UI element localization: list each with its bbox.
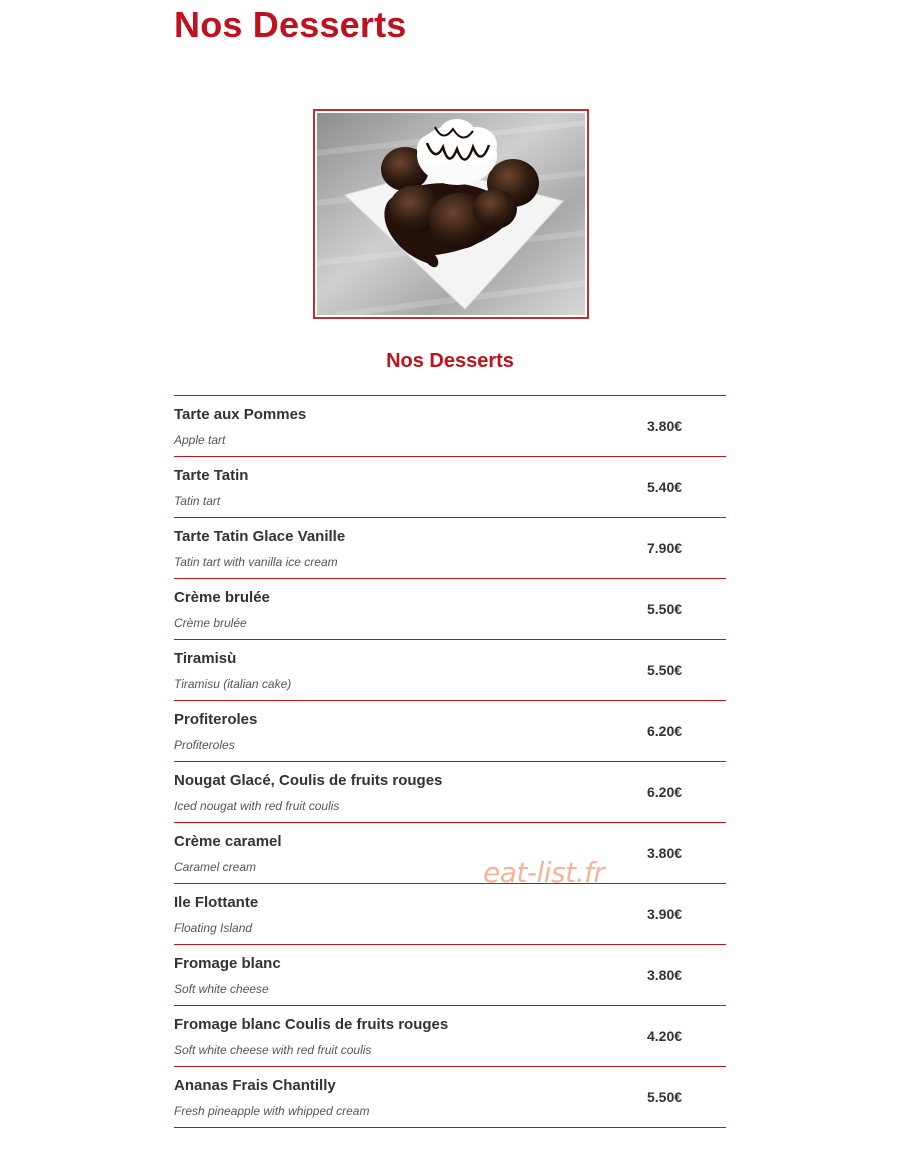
item-description: Soft white cheese with red fruit coulis [174, 1043, 372, 1057]
item-description: Tatin tart [174, 494, 221, 508]
item-name: Nougat Glacé, Coulis de fruits rouges [174, 772, 443, 789]
menu-item [174, 884, 726, 945]
item-description: Crème brulée [174, 616, 247, 630]
item-price: 3.80€ [647, 967, 683, 983]
item-price: 6.20€ [647, 723, 683, 739]
dessert-photo [317, 113, 585, 315]
menu-item [174, 579, 726, 640]
item-price: 5.50€ [647, 601, 683, 617]
item-description: Iced nougat with red fruit coulis [174, 799, 340, 813]
item-description: Apple tart [174, 433, 226, 447]
menu-item [174, 762, 726, 823]
item-description: Caramel cream [174, 860, 257, 874]
item-price: 4.20€ [647, 1028, 683, 1044]
item-price: 3.80€ [647, 418, 683, 434]
menu-item [174, 1006, 726, 1067]
section-title: Nos Desserts [386, 350, 514, 372]
item-price: 7.90€ [647, 540, 683, 556]
item-name: Tarte Tatin [174, 467, 249, 484]
menu-item [174, 823, 726, 884]
item-price: 3.90€ [647, 906, 683, 922]
menu-item [174, 518, 726, 579]
item-description: Tiramisu (italian cake) [174, 677, 292, 691]
item-price: 5.40€ [647, 479, 683, 495]
dessert-photo-frame [313, 109, 589, 319]
menu-item [174, 640, 726, 701]
item-description: Floating Island [174, 921, 253, 935]
item-name: Tiramisù [174, 650, 237, 667]
item-description: Fresh pineapple with whipped cream [174, 1104, 370, 1118]
watermark-logo: eat-list.fr [483, 856, 605, 889]
dessert-menu-list [174, 395, 726, 1128]
menu-item [174, 457, 726, 518]
item-description: Soft white cheese [174, 982, 269, 996]
item-name: Tarte Tatin Glace Vanille [174, 528, 346, 545]
item-name: Crème caramel [174, 833, 282, 850]
menu-item [174, 945, 726, 1006]
item-price: 6.20€ [647, 784, 683, 800]
menu-item [174, 1067, 726, 1128]
menu-item [174, 396, 726, 457]
page-title: Nos Desserts [174, 4, 407, 45]
item-name: Profiteroles [174, 711, 258, 728]
item-name: Ile Flottante [174, 894, 259, 911]
item-name: Ananas Frais Chantilly [174, 1077, 336, 1094]
item-name: Fromage blanc [174, 955, 281, 972]
item-price: 5.50€ [647, 1089, 683, 1105]
item-name: Tarte aux Pommes [174, 406, 307, 423]
menu-item [174, 701, 726, 762]
item-name: Crème brulée [174, 589, 270, 606]
item-name: Fromage blanc Coulis de fruits rouges [174, 1016, 449, 1033]
item-description: Tatin tart with vanilla ice cream [174, 555, 338, 569]
item-description: Profiteroles [174, 738, 235, 752]
item-price: 3.80€ [647, 845, 683, 861]
item-price: 5.50€ [647, 662, 683, 678]
